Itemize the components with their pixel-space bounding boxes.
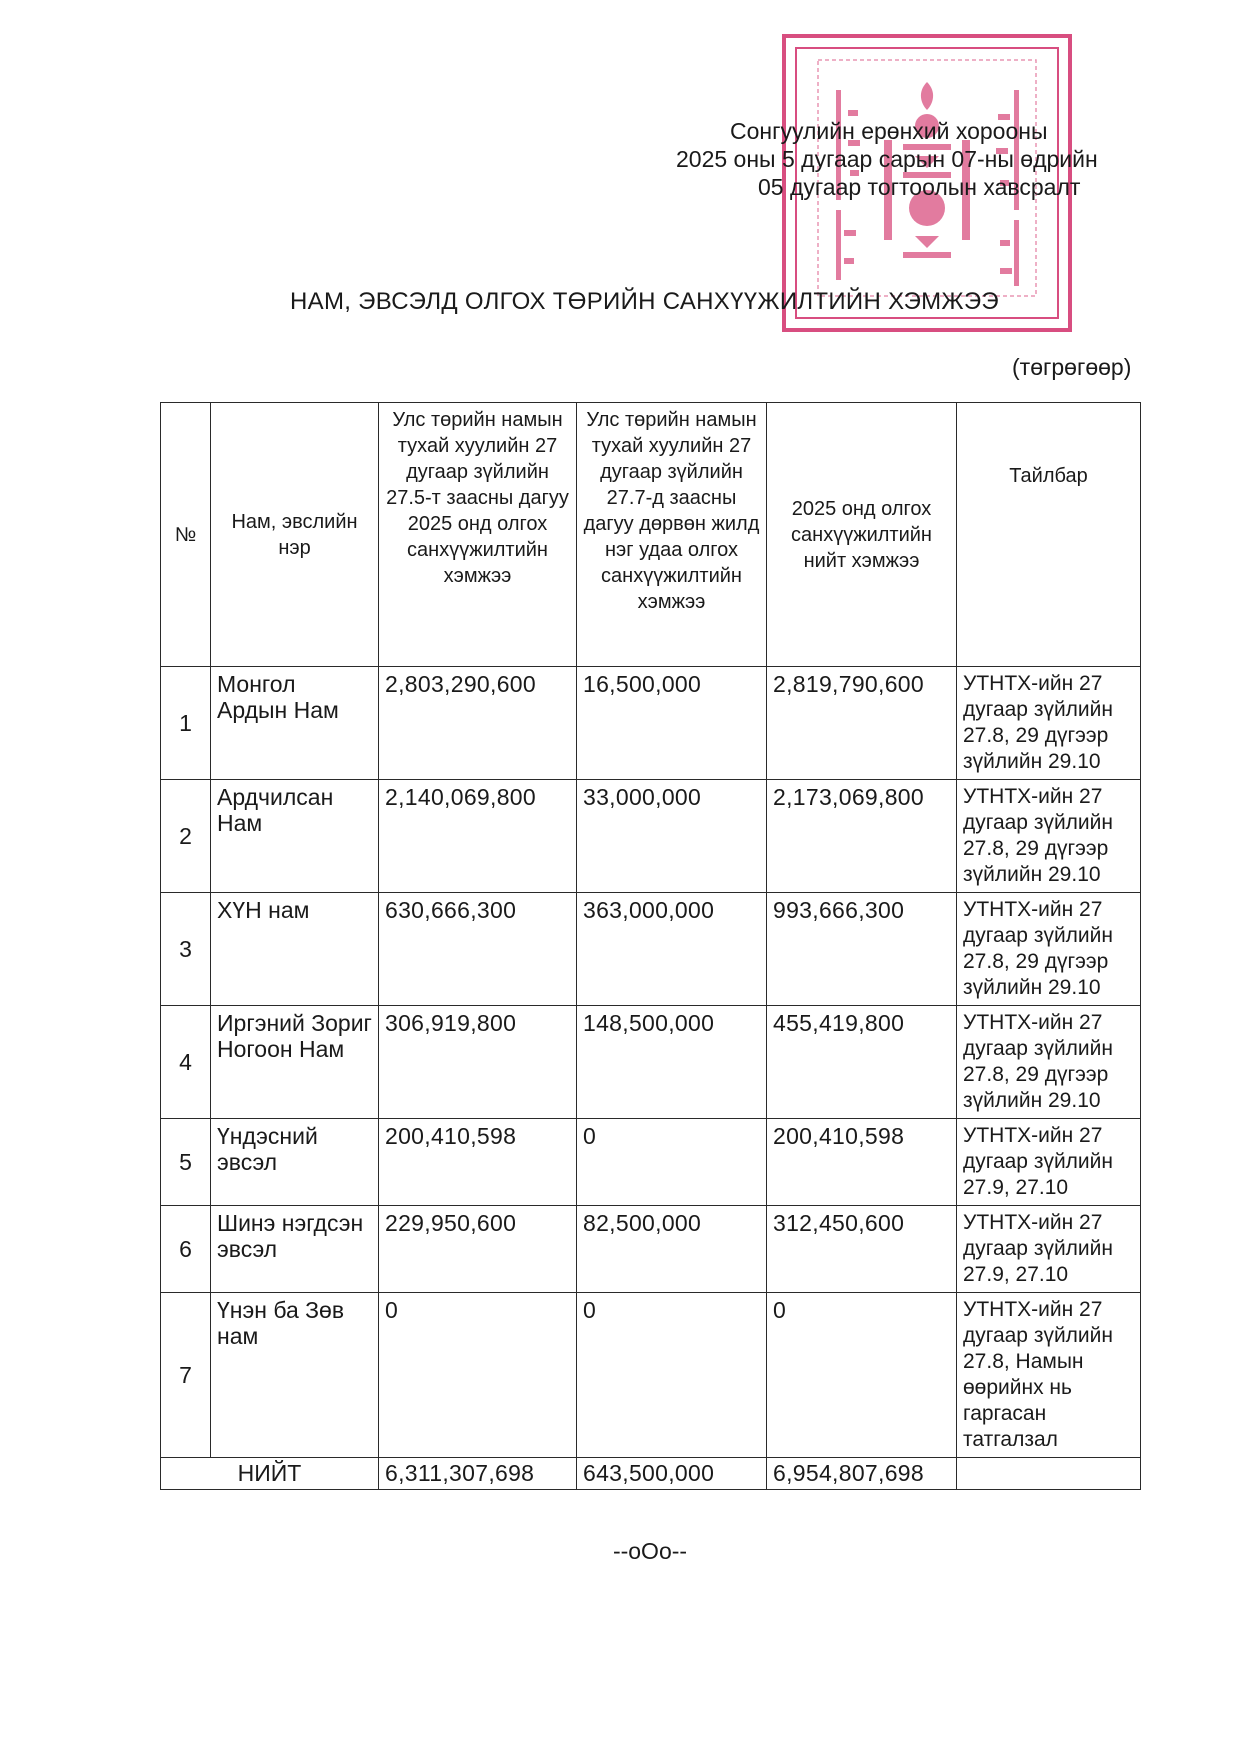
annual-funding-value: 200,410,598: [379, 1119, 577, 1206]
annual-funding-value: 0: [379, 1293, 577, 1458]
total-funding-value: 455,419,800: [767, 1006, 957, 1119]
four-year-funding-value: 0: [577, 1119, 767, 1206]
total-funding-value: 200,410,598: [767, 1119, 957, 1206]
financing-table: [160, 402, 1141, 1490]
row-number: 1: [161, 667, 211, 780]
header-note: Тайлбар: [957, 403, 1141, 667]
annual-funding-value: 2,140,069,800: [379, 780, 577, 893]
grand-total-funding: 6,954,807,698: [767, 1458, 957, 1490]
row-number: 6: [161, 1206, 211, 1293]
four-year-funding-value: 148,500,000: [577, 1006, 767, 1119]
total-funding-value: 2,173,069,800: [767, 780, 957, 893]
note-text: УТНТХ-ийн 27 дугаар зүйлийн 27.8, Намын өөрийнх нь гаргасан татгалзал: [957, 1293, 1141, 1458]
note-text: УТНТХ-ийн 27 дугаар зүйлийн 27.8, 29 дүгээр зүйлийн 29.10: [957, 1006, 1141, 1119]
note-text: УТНТХ-ийн 27 дугаар зүйлийн 27.8, 29 дүгээр зүйлийн 29.10: [957, 667, 1141, 780]
note-text: УТНТХ-ийн 27 дугаар зүйлийн 27.9, 27.10: [957, 1206, 1141, 1293]
annual-funding-value: 229,950,600: [379, 1206, 577, 1293]
total-funding-value: 0: [767, 1293, 957, 1458]
row-number: 4: [161, 1006, 211, 1119]
four-year-funding-value: 82,500,000: [577, 1206, 767, 1293]
header-total-funding: 2025 онд олгох санхүүжилтийн нийт хэмжээ: [767, 403, 957, 667]
party-name: Иргэний Зориг Ногоон Нам: [211, 1006, 379, 1119]
table-row: [161, 1206, 1141, 1293]
total-label: НИЙТ: [161, 1458, 379, 1490]
header-party-name: Нам, эвслийн нэр: [211, 403, 379, 667]
document-title: НАМ, ЭВСЭЛД ОЛГОХ ТӨРИЙН САНХҮҮЖИЛТИЙН ХЭМЖЭЭ: [290, 288, 999, 315]
currency-unit-label: (төгрөгөөр): [1012, 354, 1132, 380]
four-year-funding-value: 33,000,000: [577, 780, 767, 893]
total-funding-value: 2,819,790,600: [767, 667, 957, 780]
heading-line-3: 05 дугаар тогтоолын хавсралт: [758, 174, 1081, 200]
total-funding-value: 993,666,300: [767, 893, 957, 1006]
four-year-funding-value: 0: [577, 1293, 767, 1458]
four-year-funding-value: 363,000,000: [577, 893, 767, 1006]
total-row: [161, 1458, 1141, 1490]
party-name: Ардчилсан Нам: [211, 780, 379, 893]
party-name: Монгол Ардын Нам: [211, 667, 379, 780]
row-number: 5: [161, 1119, 211, 1206]
heading-line-1: Сонгуулийн ерөнхий хорооны: [730, 118, 1048, 144]
note-text: УТНТХ-ийн 27 дугаар зүйлийн 27.9, 27.10: [957, 1119, 1141, 1206]
heading-line-2: 2025 оны 5 дугаар сарын 07-ны өдрийн: [676, 146, 1098, 172]
table-row: [161, 1293, 1141, 1458]
party-name: Шинэ нэгдсэн эвсэл: [211, 1206, 379, 1293]
annual-funding-value: 2,803,290,600: [379, 667, 577, 780]
party-name: ХҮН нам: [211, 893, 379, 1006]
table-row: [161, 1119, 1141, 1206]
total-note-empty: [957, 1458, 1141, 1490]
table-row: [161, 893, 1141, 1006]
table-header-row: [161, 403, 1141, 667]
document-end-mark: --oOo--: [612, 1538, 688, 1564]
header-number: №: [161, 403, 211, 667]
annual-funding-value: 306,919,800: [379, 1006, 577, 1119]
row-number: 3: [161, 893, 211, 1006]
four-year-funding-value: 16,500,000: [577, 667, 767, 780]
party-name: Үнэн ба Зөв нам: [211, 1293, 379, 1458]
total-four-year-funding: 643,500,000: [577, 1458, 767, 1490]
header-four-year-funding: Улс төрийн намын тухай хуулийн 27 дугаар зүйлийн 27.7-д заасны дагуу дөрвөн жилд нэг удаа олгох санхүүжилтийн хэмжээ: [577, 403, 767, 667]
table-row: [161, 780, 1141, 893]
row-number: 7: [161, 1293, 211, 1458]
row-number: 2: [161, 780, 211, 893]
party-name: Үндэсний эвсэл: [211, 1119, 379, 1206]
total-funding-value: 312,450,600: [767, 1206, 957, 1293]
table-row: [161, 667, 1141, 780]
note-text: УТНТХ-ийн 27 дугаар зүйлийн 27.8, 29 дүгээр зүйлийн 29.10: [957, 893, 1141, 1006]
header-annual-funding: Улс төрийн намын тухай хуулийн 27 дугаар зүйлийн 27.5-т заасны дагуу 2025 онд олгох санхүүжилтийн хэмжээ: [379, 403, 577, 667]
total-annual-funding: 6,311,307,698: [379, 1458, 577, 1490]
annual-funding-value: 630,666,300: [379, 893, 577, 1006]
note-text: УТНТХ-ийн 27 дугаар зүйлийн 27.8, 29 дүгээр зүйлийн 29.10: [957, 780, 1141, 893]
table-row: [161, 1006, 1141, 1119]
